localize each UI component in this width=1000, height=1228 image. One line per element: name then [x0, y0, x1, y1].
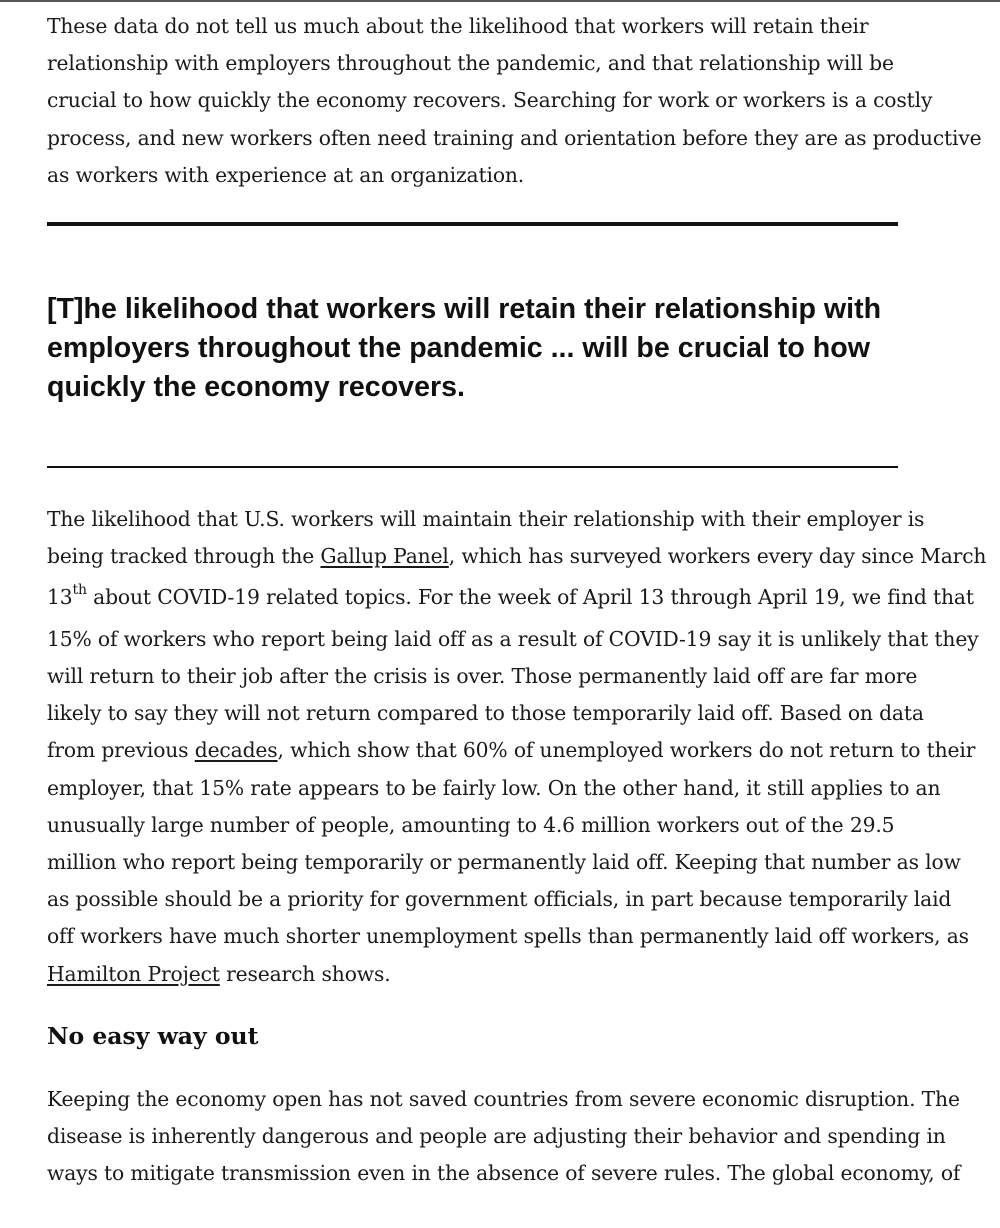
- text-line: will return to their job after the crisis is over. Those permanently laid off are far more: [47, 664, 918, 689]
- top-divider: [0, 0, 1000, 2]
- text-line: as possible should be a priority for government officials, in part because temporarily laid: [47, 887, 952, 912]
- text-line: 15% of workers who report being laid off as a result of COVID-19 say it is unlikely that they: [47, 626, 979, 651]
- text-line: employer, that 15% rate appears to be fairly low. On the other hand, it still applies to an: [47, 775, 941, 800]
- pullquote-bottom-rule: [47, 466, 898, 468]
- text-line: million who report being temporarily or permanently laid off. Keeping that number as low: [47, 850, 961, 874]
- text-line: as workers with experience at an organization.: [47, 162, 525, 187]
- paragraph-economy: [47, 1081, 961, 1193]
- text-line: likely to say they will not return compared to those temporarily laid off. Based on data: [47, 701, 924, 726]
- text-line: [47, 732, 976, 769]
- text-segment: from previous: [47, 738, 195, 763]
- decades-link[interactable]: decades: [194, 738, 278, 763]
- text-line: [47, 956, 957, 993]
- text-segment: being tracked through the: [47, 544, 321, 569]
- pullquote-top-rule: [47, 222, 898, 226]
- text-line: Keeping the economy open has not saved countries from severe economic disruption. The: [47, 1087, 960, 1111]
- pullquote-line: employers throughout the pandemic ... will be crucial to how: [47, 332, 870, 364]
- pullquote: [47, 290, 907, 407]
- text-line: disease is inherently dangerous and people are adjusting their behavior and spending in: [47, 1124, 946, 1149]
- hamilton-project-link[interactable]: Hamilton Project: [47, 961, 220, 986]
- pullquote-line: quickly the economy recovers.: [47, 371, 465, 403]
- text-segment: , which show that 60% of unemployed workers do not return to their: [277, 738, 976, 763]
- text-segment: research shows.: [219, 961, 391, 986]
- text-line: [47, 575, 974, 621]
- text-segment: , which has surveyed workers every day since March: [448, 544, 987, 569]
- text-line: ways to mitigate transmission even in the absence of severe rules. The global economy, of: [47, 1161, 961, 1186]
- text-line: The likelihood that U.S. workers will maintain their relationship with their employer is: [47, 507, 925, 531]
- text-line: unusually large number of people, amounting to 4.6 million workers out of the 29.5: [47, 812, 895, 837]
- text-line: process, and new workers often need training and orientation before they are as productive: [47, 125, 982, 150]
- gallup-panel-link[interactable]: Gallup Panel: [320, 544, 449, 569]
- text-segment: about COVID-19 related topics. For the week of April 13 through April 19, we find that: [86, 585, 974, 610]
- text-line: These data do not tell us much about the likelihood that workers will retain their: [47, 14, 869, 38]
- paragraph-gallup: [47, 501, 987, 993]
- section-heading: No easy way out: [47, 1022, 259, 1050]
- text-line: crucial to how quickly the economy recovers. Searching for work or workers is a costly: [47, 88, 933, 113]
- pullquote-line: [T]he likelihood that workers will retain their relationship with: [47, 293, 882, 325]
- text-line: off workers have much shorter unemployment spells than permanently laid off workers, as: [47, 924, 969, 949]
- ordinal-suffix: th: [72, 582, 87, 599]
- text-line: [47, 538, 987, 575]
- text-segment: 13: [47, 585, 73, 610]
- text-line: relationship with employers throughout the pandemic, and that relationship will be: [47, 51, 894, 76]
- paragraph-intro: [47, 8, 982, 194]
